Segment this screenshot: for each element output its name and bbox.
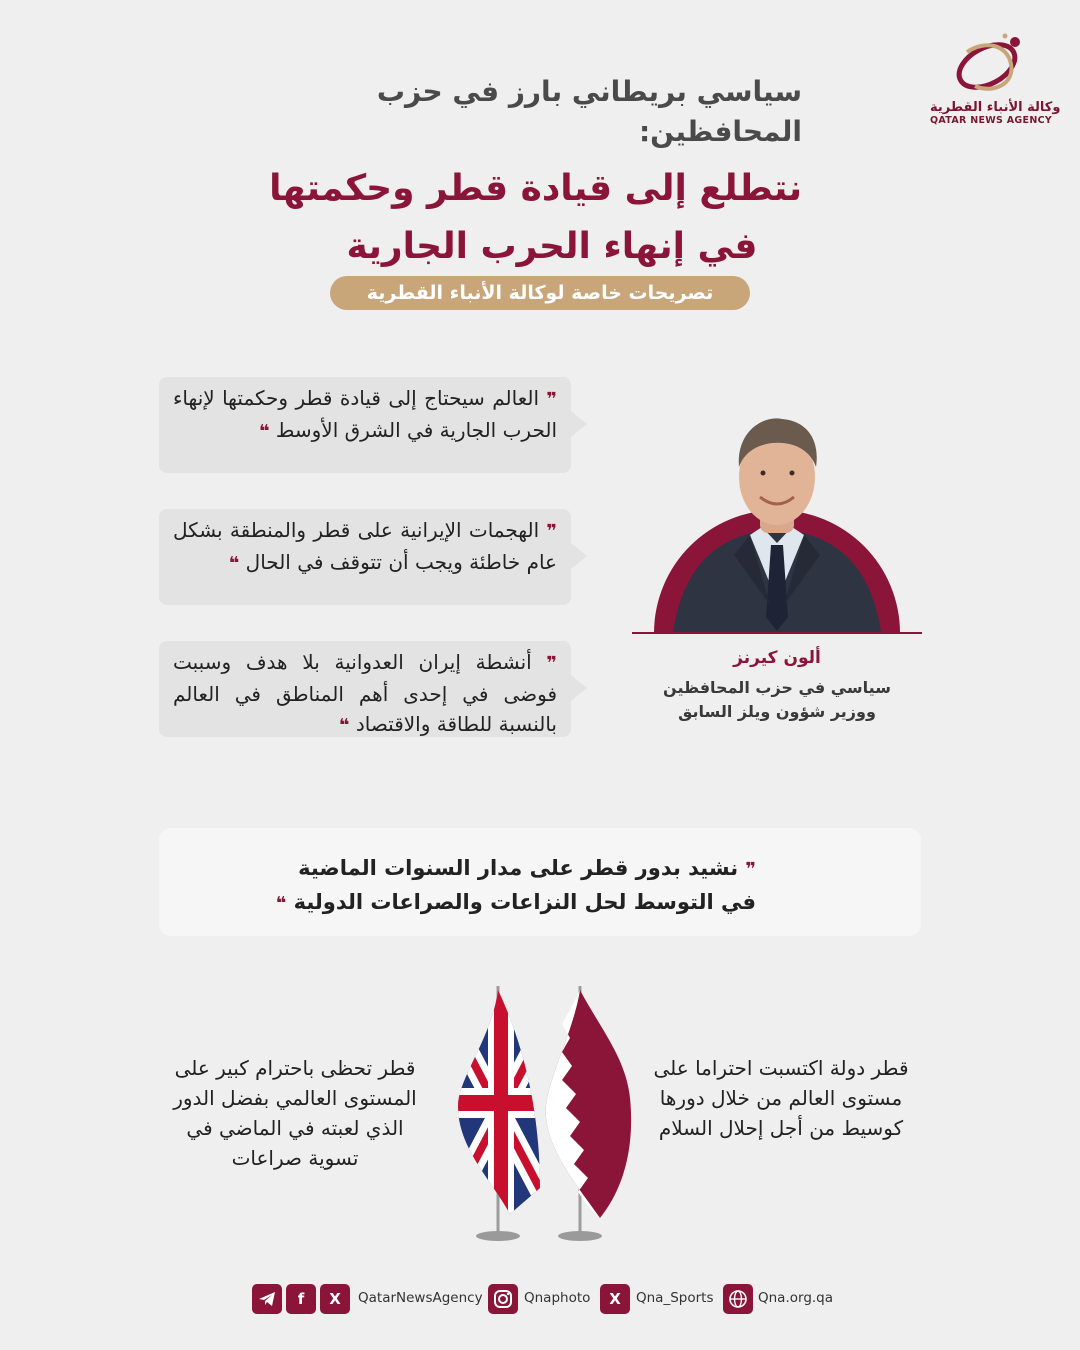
x-sports-handle-link[interactable]: Qna_Sports [636,1290,714,1306]
highlight-quote-text-1: نشيد بدور قطر على مدار السنوات الماضية [298,856,739,880]
qna-orbit-logo-icon [945,30,1035,98]
telegram-icon[interactable] [252,1284,282,1314]
quote-close-icon: ❝ [275,893,287,914]
speaker-portrait [632,405,922,637]
headline-title-line1: نتطلع إلى قيادة قطر وحكمتها [269,168,802,209]
x-icon[interactable]: X [600,1284,630,1314]
qatar-flag-icon [546,990,631,1218]
headline [242,72,802,276]
speaker-role-line1: سياسي في حزب المحافظين [663,678,891,697]
quote-open-icon: ❞ [546,653,557,674]
x-icon[interactable]: X [320,1284,350,1314]
headline-kicker: سياسي بريطاني بارز في حزب المحافظين: [376,75,802,148]
quote-text: الهجمات الإيرانية على قطر والمنطقة بشكل عام خاطئة ويجب أن تتوقف في الحال [173,518,557,574]
quote-open-icon: ❞ [546,521,557,542]
quote-close-icon: ❝ [258,421,270,442]
globe-icon[interactable] [723,1284,753,1314]
speaker-name: ألون كيرنز [733,648,821,668]
quote-open-icon: ❞ [745,859,756,880]
headline-title-line2: في إنهاء الحرب الجارية [346,226,758,267]
highlight-quote-text-2: في التوسط لحل النزاعات والصراعات الدولية [293,890,756,914]
quote-bubble [159,377,571,473]
uk-qatar-flags-illustration [450,978,640,1246]
highlight-quote-line2 [259,886,756,920]
quote-text: أنشطة إيران العدوانية بلا هدف وسببت فوضى في إحدى أهم المناطق في العالم بالنسبة للطاقة والاقتصاد [173,650,557,736]
website-link[interactable]: Qna.org.qa [758,1290,834,1306]
qna-logo [930,30,1061,140]
quote-open-icon: ❞ [546,389,557,410]
quote-bubble [159,509,571,605]
right-statement: قطر دولة اكتسبت احتراما على مستوى العالم من خلال دورها كوسيط من أجل إحلال السلام [653,1056,909,1140]
social-handle-link[interactable]: QatarNewsAgency [358,1290,483,1306]
speaker-role-line2: ووزير شؤون ويلز السابق [678,702,876,721]
facebook-icon[interactable]: f [286,1284,316,1314]
logo-english-text: QATAR NEWS AGENCY [930,115,1053,126]
highlight-quote-line1 [259,852,756,886]
quote-close-icon: ❝ [338,715,350,736]
quote-text: العالم سيحتاج إلى قيادة قطر وحكمتها لإنهاء الحرب الجارية في الشرق الأوسط [173,386,557,442]
uk-flag-icon [450,978,550,1238]
highlight-quote-box [159,828,921,936]
instagram-handle-link[interactable]: Qnaphoto [524,1290,591,1306]
speaker-role [632,676,922,724]
headline-title [242,160,802,276]
quote-close-icon: ❝ [228,553,240,574]
quote-bubble [159,641,571,737]
instagram-icon[interactable] [488,1284,518,1314]
logo-arabic-text: وكالة الأنباء القطرية [930,100,1061,115]
left-statement: قطر تحظى باحترام كبير على المستوى العالمي بفضل الدور الذي لعبته في الماضي في تسوية صراعات [173,1056,417,1170]
footer-social-bar [250,1283,850,1317]
exclusive-statements-pill: تصريحات خاصة لوكالة الأنباء القطرية [330,276,750,310]
